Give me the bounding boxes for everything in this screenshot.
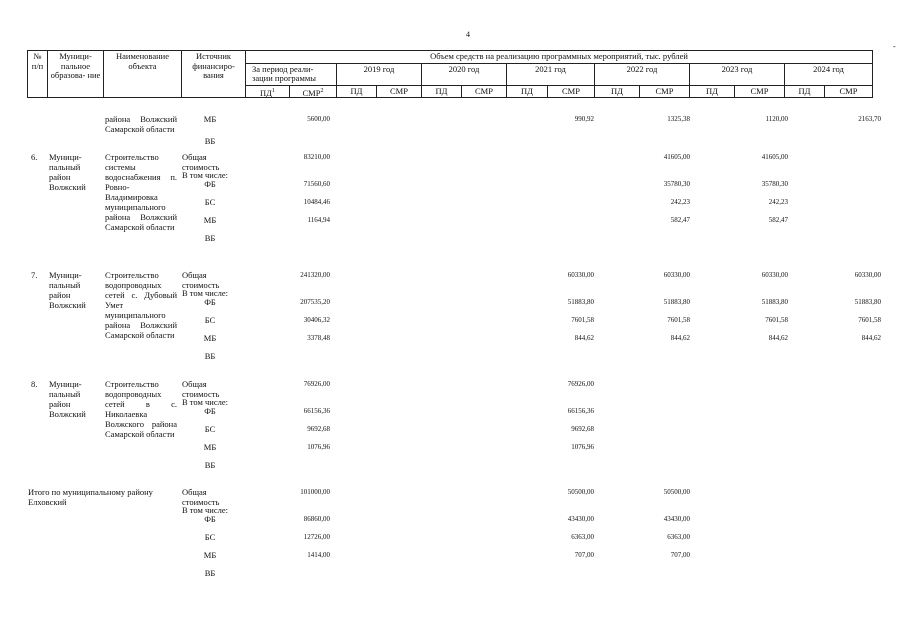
header-pd: ПД (595, 85, 640, 98)
value-total: 5600,00 (307, 115, 330, 123)
value-total: 30406,32 (303, 316, 330, 324)
value-y2023: 35780,30 (761, 180, 788, 188)
value-y2022: 50500,00 (663, 488, 690, 496)
source-label: ВБ (204, 351, 216, 361)
value-total: 101000,00 (300, 488, 330, 496)
source-label: Общая стоимость (182, 379, 220, 399)
value-y2022: 60330,00 (663, 271, 690, 279)
value-y2023: 51883,80 (761, 298, 788, 306)
value-y2022: 582,47 (670, 216, 690, 224)
value-y2023: 242,23 (768, 198, 788, 206)
source-label: Общая стоимость (182, 487, 220, 507)
source-label: МБ (203, 333, 217, 343)
value-y2023: 41605,00 (761, 153, 788, 161)
row-object: Строительство системы водоснабжения п. Ровно-Владимировка муниципального района Волжский Самарской области (105, 152, 177, 232)
value-y2022: 35780,30 (663, 180, 690, 188)
value-y2021: 51883,80 (567, 298, 594, 306)
header-pd: $ПД^1$ (246, 85, 290, 98)
source-label: ФБ (204, 297, 216, 307)
value-y2021: 43430,00 (567, 515, 594, 523)
header-pd: ПД (507, 85, 548, 98)
value-y2021: 76926,00 (567, 380, 594, 388)
source-label: Общая стоимость (182, 152, 220, 172)
value-y2022: 844,62 (670, 334, 690, 342)
row-municipality: Муници- пальный район Волжский (49, 270, 86, 310)
value-y2023: 7601,58 (765, 316, 788, 324)
header-source: Источник финансиро- вания (182, 51, 246, 98)
value-y2021: 50500,00 (567, 488, 594, 496)
value-y2023: 844,62 (768, 334, 788, 342)
value-total: 1414,00 (307, 551, 330, 559)
table-header (27, 50, 873, 98)
value-y2024: 2163,70 (858, 115, 881, 123)
source-label: ФБ (204, 406, 216, 416)
header-year: 2024 год (785, 63, 873, 85)
row-object: Итого по муниципальному району Елховский (28, 487, 153, 507)
page-number: 4 (466, 30, 470, 39)
value-y2021: 6363,00 (571, 533, 594, 541)
row-number: 8. (31, 379, 38, 389)
value-total: 10484,46 (303, 198, 330, 206)
value-y2021: 9692,68 (571, 425, 594, 433)
value-y2022: 707,00 (670, 551, 690, 559)
header-pd: ПД (422, 85, 462, 98)
source-label: В том числе: (182, 505, 228, 515)
value-y2021: 990,92 (574, 115, 594, 123)
header-year: 2020 год (422, 63, 507, 85)
source-label: В том числе: (182, 288, 228, 298)
header-pd: ПД (690, 85, 735, 98)
value-y2023: 60330,00 (761, 271, 788, 279)
value-y2024: 51883,80 (854, 298, 881, 306)
header-year: 2019 год (337, 63, 422, 85)
value-y2021: 7601,58 (571, 316, 594, 324)
source-label: ВБ (204, 136, 216, 146)
source-label: ФБ (204, 514, 216, 524)
header-smr: СМР (377, 85, 422, 98)
margin-mark: - (893, 42, 896, 51)
header-smr: СМР (825, 85, 873, 98)
value-y2021: 707,00 (574, 551, 594, 559)
value-y2021: 1076,96 (571, 443, 594, 451)
header-smr: СМР (640, 85, 690, 98)
row-number: 6. (31, 152, 38, 162)
value-y2022: 6363,00 (667, 533, 690, 541)
source-label: ВБ (204, 460, 216, 470)
source-label: В том числе: (182, 397, 228, 407)
header-smr: СМР (735, 85, 785, 98)
header-municipality: Муници- пальное образова- ние (48, 51, 104, 98)
header-object: Наименование объекта (104, 51, 182, 98)
value-y2022: 43430,00 (663, 515, 690, 523)
source-label: ФБ (204, 179, 216, 189)
source-label: МБ (203, 550, 217, 560)
source-label: БС (204, 532, 216, 542)
row-object: Строительство водопроводных сетей в с. Николаевка Волжского района Самарской области (105, 379, 177, 439)
value-total: 71560,60 (303, 180, 330, 188)
value-y2022: 1325,38 (667, 115, 690, 123)
source-label: В том числе: (182, 170, 228, 180)
header-year: 2022 год (595, 63, 690, 85)
value-y2022: 51883,80 (663, 298, 690, 306)
value-total: 86860,00 (303, 515, 330, 523)
row-object: Строительство водопроводных сетей с. Дубовый Умет муниципального района Волжский Самарской области (105, 270, 177, 340)
value-y2022: 41605,00 (663, 153, 690, 161)
value-total: 241320,00 (300, 271, 330, 279)
source-label: МБ (203, 215, 217, 225)
header-num: № п/п (28, 51, 48, 98)
header-year: 2023 год (690, 63, 785, 85)
header-pd: ПД (785, 85, 825, 98)
value-total: 1164,94 (307, 216, 330, 224)
header-smr: СМР (462, 85, 507, 98)
value-y2021: 60330,00 (567, 271, 594, 279)
value-y2024: 844,62 (861, 334, 881, 342)
value-y2024: 7601,58 (858, 316, 881, 324)
value-total: 76926,00 (303, 380, 330, 388)
value-y2023: 582,47 (768, 216, 788, 224)
row-municipality: Муници- пальный район Волжский (49, 152, 86, 192)
row-object: района Волжский Самарской области (105, 114, 177, 134)
header-smr: СМР$^2$ (290, 85, 337, 98)
header-pd: ПД (337, 85, 377, 98)
value-total: 9692,68 (307, 425, 330, 433)
value-y2024: 60330,00 (854, 271, 881, 279)
value-y2022: 242,23 (670, 198, 690, 206)
header-smr: СМР (548, 85, 595, 98)
header-volume: Объем средств на реализацию программных мероприятий, тыс. рублей (246, 51, 873, 64)
value-y2021: 66156,36 (567, 407, 594, 415)
value-total: 3378,48 (307, 334, 330, 342)
source-label: МБ (203, 442, 217, 452)
source-label: МБ (203, 114, 217, 124)
source-label: БС (204, 197, 216, 207)
value-y2022: 7601,58 (667, 316, 690, 324)
value-total: 66156,36 (303, 407, 330, 415)
value-total: 1076,96 (307, 443, 330, 451)
source-label: БС (204, 315, 216, 325)
header-period: За период реали- зации программы (246, 63, 337, 85)
source-label: Общая стоимость (182, 270, 220, 290)
row-number: 7. (31, 270, 38, 280)
source-label: ВБ (204, 233, 216, 243)
source-label: БС (204, 424, 216, 434)
row-municipality: Муници- пальный район Волжский (49, 379, 86, 419)
source-label: ВБ (204, 568, 216, 578)
value-total: 207535,20 (300, 298, 330, 306)
value-total: 83210,00 (303, 153, 330, 161)
header-year: 2021 год (507, 63, 595, 85)
value-total: 12726,00 (303, 533, 330, 541)
value-y2023: 1120,00 (765, 115, 788, 123)
value-y2021: 844,62 (574, 334, 594, 342)
